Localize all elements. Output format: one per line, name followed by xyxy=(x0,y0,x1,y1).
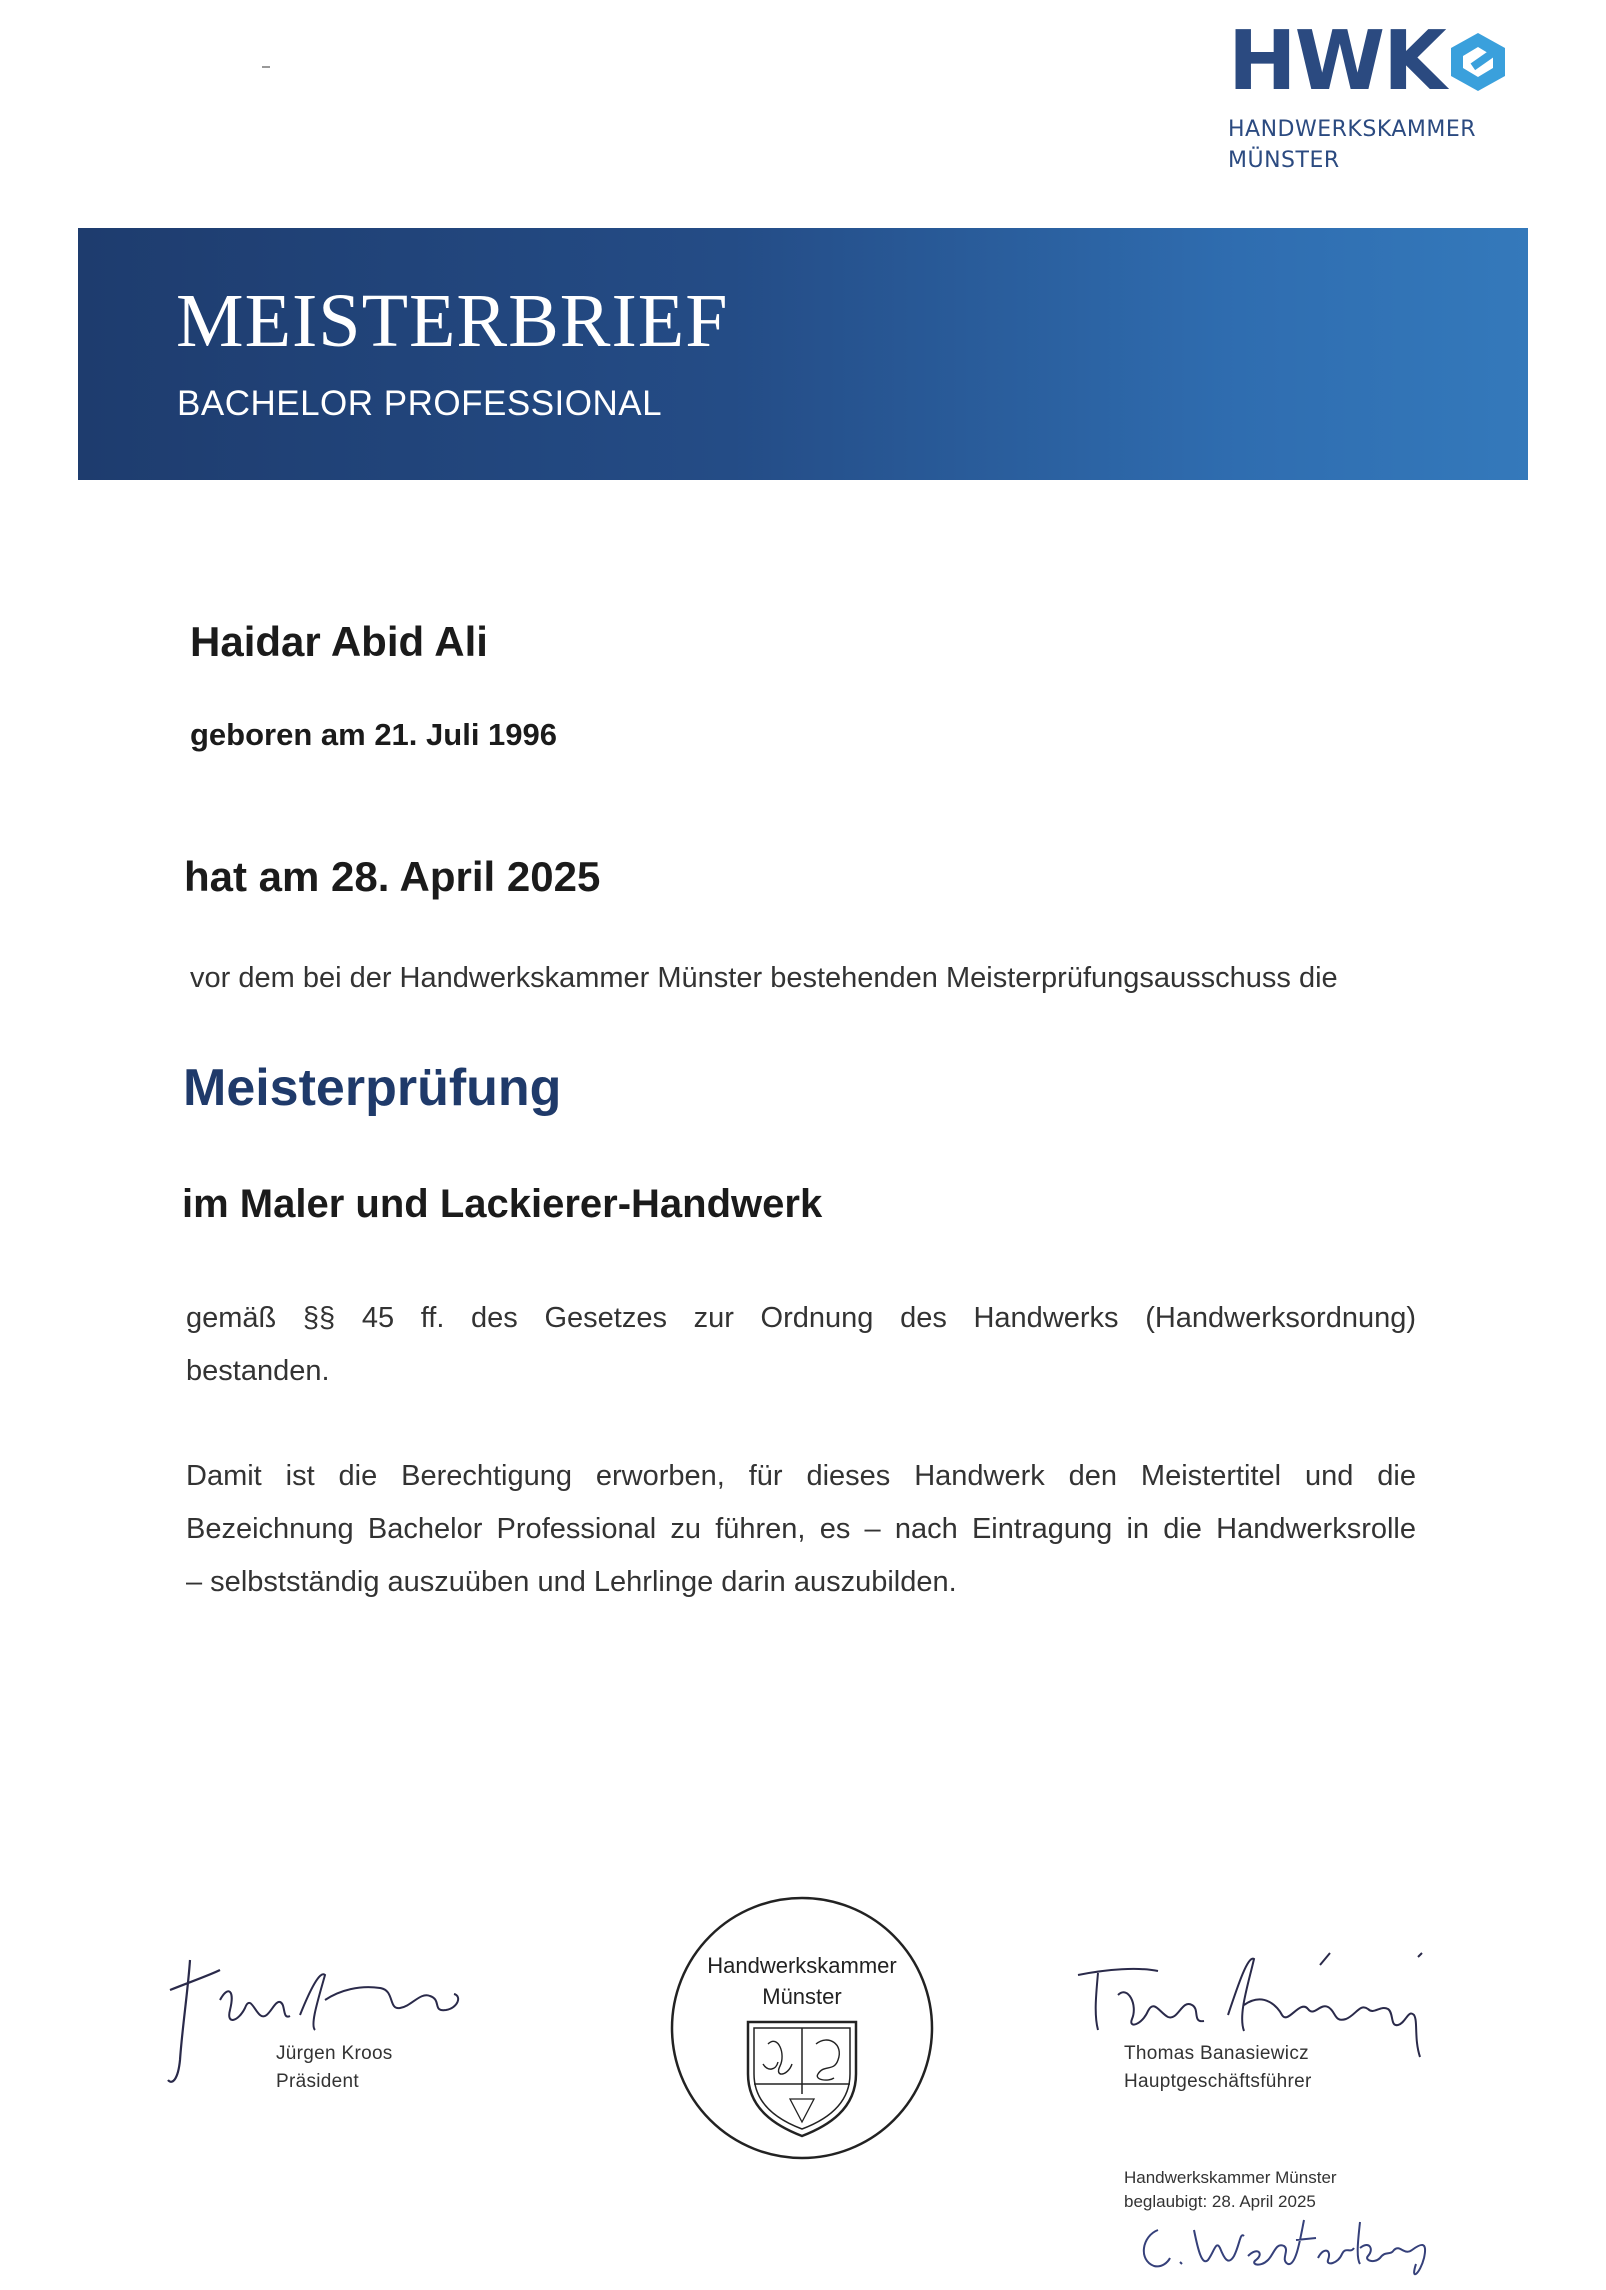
certification-date: beglaubigt: 28. April 2025 xyxy=(1124,2192,1316,2211)
hwk-logo xyxy=(1228,14,1528,182)
entitlement-paragraph xyxy=(186,1450,1416,1609)
seal-line1: Handwerkskammer xyxy=(707,1953,897,1978)
logo-hexagon-icon xyxy=(1447,31,1509,93)
logo-subtitle-line1: HANDWERKSKAMMER xyxy=(1228,117,1477,142)
seal-text xyxy=(668,1950,936,2012)
seal-line2: Münster xyxy=(762,1984,842,2009)
document-subtitle: BACHELOR PROFESSIONAL xyxy=(177,384,663,423)
recipient-name: Haidar Abid Ali xyxy=(190,618,488,665)
director-block xyxy=(1124,2040,1312,2096)
legal-basis-paragraph xyxy=(186,1292,1416,1398)
paragraph-line: gemäß §§ 45 ff. des Gesetzes zur Ordnung des Handwerks (Handwerksordnung) xyxy=(186,1302,1416,1334)
trade-name: im Maler und Lackierer-Handwerk xyxy=(182,1182,823,1226)
logo-subtitle-line2: MÜNSTER xyxy=(1228,148,1340,173)
paragraph-line: Bezeichnung Bachelor Professional zu führen, es – nach Eintragung in die Handwerksrolle xyxy=(186,1513,1416,1545)
paragraph-line: – selbstständig auszuüben und Lehrlinge darin auszubilden. xyxy=(186,1566,957,1598)
exam-date: hat am 28. April 2025 xyxy=(184,853,601,900)
committee-text: vor dem bei der Handwerkskammer Münster bestehenden Meisterprüfungsausschuss die xyxy=(190,962,1338,994)
president-name: Jürgen Kroos xyxy=(276,2043,393,2064)
logo-letters: HWK xyxy=(1228,14,1445,109)
president-block xyxy=(276,2040,393,2096)
paragraph-line: bestanden. xyxy=(186,1355,330,1387)
paragraph-line: Damit ist die Berechtigung erworben, für dieses Handwerk den Meistertitel und die xyxy=(186,1460,1416,1492)
president-role: Präsident xyxy=(276,2071,359,2092)
title-banner xyxy=(78,228,1528,480)
logo-subtitle xyxy=(1228,114,1528,176)
director-role: Hauptgeschäftsführer xyxy=(1124,2071,1312,2092)
official-seal xyxy=(668,1894,936,2162)
birth-date: geboren am 21. Juli 1996 xyxy=(190,717,558,752)
certification-org: Handwerkskammer Münster xyxy=(1124,2168,1337,2187)
exam-title: Meisterprüfung xyxy=(183,1059,562,1117)
certification-signature xyxy=(1128,2200,1448,2288)
director-name: Thomas Banasiewicz xyxy=(1124,2043,1309,2064)
document-title: MEISTERBRIEF xyxy=(176,279,729,363)
scan-speck xyxy=(262,66,270,68)
